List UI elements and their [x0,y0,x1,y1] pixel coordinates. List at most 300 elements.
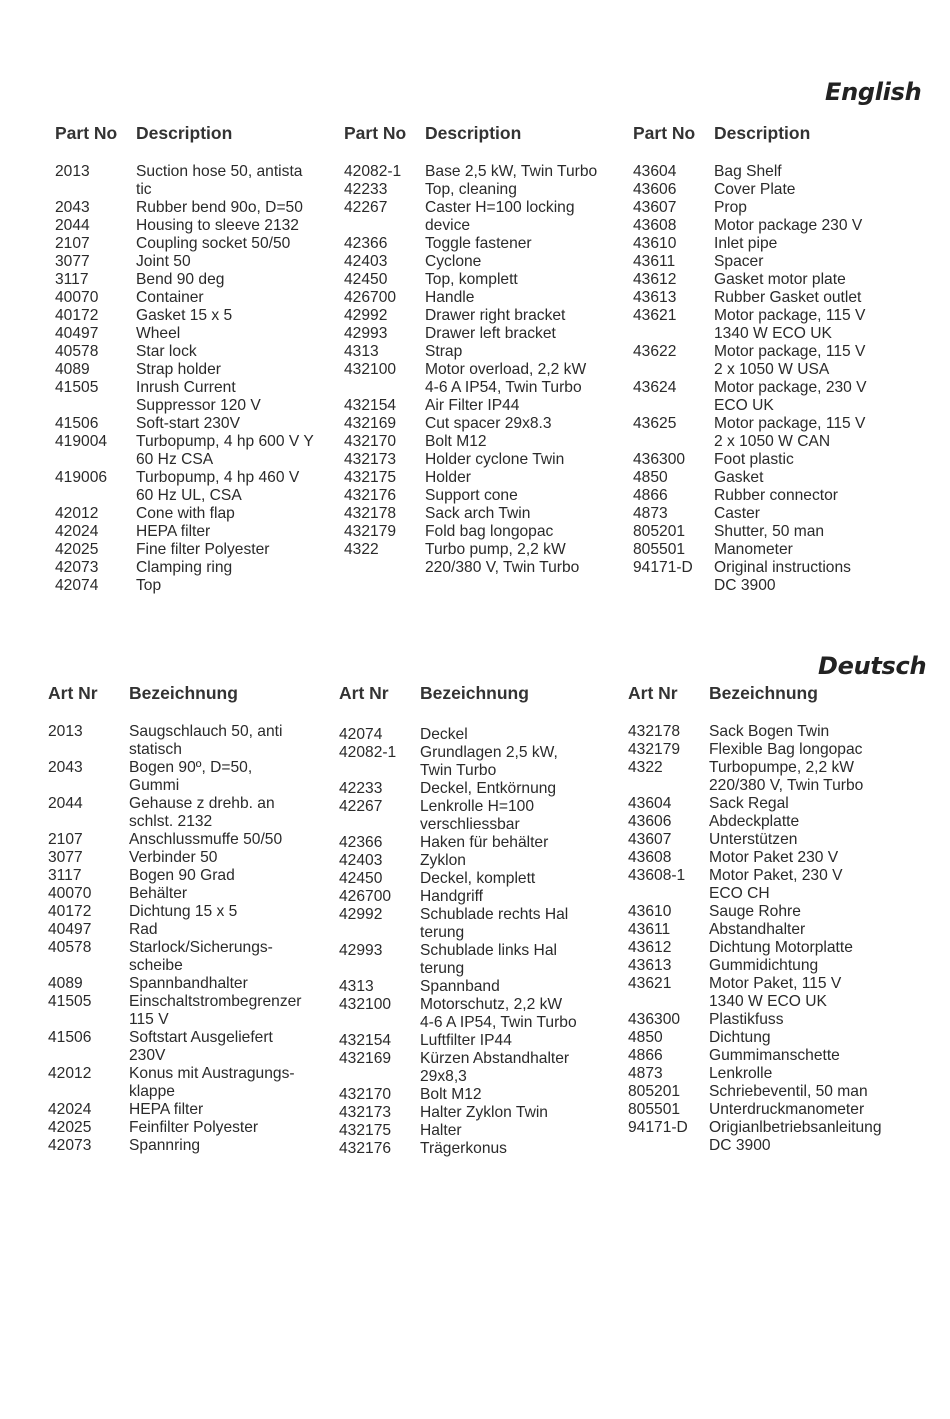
part-description: Drawer left bracket [425,325,556,342]
part-description: Fold bag longopac [425,523,554,540]
part-number: 42024 [48,1101,92,1118]
part-number: 432175 [344,469,397,486]
part-row [633,379,923,415]
part-row [628,759,918,795]
part-description: Motor package, 115 V 2 x 1050 W USA [714,343,866,378]
part-number: 432169 [344,415,397,432]
part-number: 2044 [55,217,90,234]
part-number: 43607 [628,831,672,848]
parts-list [339,726,629,1158]
part-description: Suction hose 50, antista tic [136,163,303,198]
part-row [344,343,634,361]
part-number: 432176 [339,1140,392,1157]
part-description: Manometer [714,541,793,558]
part-description: Soft-start 230V [136,415,241,432]
part-row [48,1065,338,1101]
part-description: Gasket [714,469,764,486]
part-row [339,888,629,906]
part-description: Saugschlauch 50, anti statisch [129,723,283,758]
part-number: 4089 [48,975,83,992]
part-number: 42074 [55,577,99,594]
part-row [339,1032,629,1050]
part-number: 2107 [55,235,90,252]
part-row [344,523,634,541]
part-row [344,163,634,181]
part-number: 432178 [344,505,397,522]
part-number: 43613 [628,957,672,974]
part-row [339,798,629,834]
part-description: Lenkrolle [709,1065,773,1082]
part-number: 3117 [48,867,82,884]
part-row [48,723,338,759]
part-number: 43613 [633,289,677,306]
part-row [633,253,923,271]
part-description: Anschlussmuffe 50/50 [129,831,283,848]
part-number: 432176 [344,487,397,504]
part-number: 2107 [48,831,83,848]
part-row [55,541,345,559]
part-row [344,271,634,289]
part-number: 4873 [633,505,668,522]
part-row [633,559,923,595]
part-row [339,1050,629,1086]
part-number: 432178 [628,723,681,740]
part-description: Schublade rechts Hal terung [420,906,569,941]
part-row [633,181,923,199]
part-description: Top, komplett [425,271,518,288]
part-description: Spacer [714,253,764,270]
part-number: 2013 [55,163,90,180]
part-row [48,903,338,921]
part-description: Abstandhalter [709,921,806,938]
part-row [344,487,634,505]
part-number: 419004 [55,433,108,450]
part-number: 2044 [48,795,83,812]
part-description: Wheel [136,325,181,342]
part-number: 43604 [628,795,672,812]
part-description: Behälter [129,885,188,902]
part-row [628,1047,918,1065]
part-row [628,813,918,831]
part-description: Gummidichtung [709,957,819,974]
column-header [55,123,345,163]
part-row [628,1029,918,1047]
part-description: Cut spacer 29x8.3 [425,415,552,432]
part-number: 4873 [628,1065,663,1082]
part-description: Spannbandhalter [129,975,248,992]
part-description: Spannring [129,1137,201,1154]
part-row [339,744,629,780]
part-row [55,361,345,379]
part-number: 42012 [55,505,99,522]
part-number: 426700 [339,888,392,905]
part-row [633,415,923,451]
part-row [48,849,338,867]
column-header [628,683,918,723]
parts-list [48,723,338,1155]
part-number: 432179 [628,741,681,758]
part-no-header: Part No [55,123,118,143]
description-header: Description [136,123,233,143]
part-row [55,325,345,343]
part-description: Strap holder [136,361,221,378]
description-header: Description [714,123,811,143]
part-description: Rad [129,921,158,938]
part-row [344,469,634,487]
part-description: Cover Plate [714,181,796,198]
part-row [628,831,918,849]
part-description: Flexible Bag longopac [709,741,863,758]
part-number: 42993 [339,942,383,959]
part-number: 42450 [339,870,383,887]
part-row [339,834,629,852]
deutsch-column-2 [339,683,629,1158]
part-number: 3077 [48,849,83,866]
part-description: Star lock [136,343,197,360]
part-row [48,939,338,975]
part-number: 42267 [339,798,383,815]
part-description: Starlock/Sicherungs- scheibe [129,939,273,974]
part-description: Turbopump, 4 hp 460 V 60 Hz UL, CSA [136,469,300,504]
part-description: Grundlagen 2,5 kW, Twin Turbo [420,744,558,779]
part-number: 432170 [344,433,397,450]
part-description: Motorschutz, 2,2 kW 4-6 A IP54, Twin Turbo [420,996,577,1031]
part-number: 42012 [48,1065,92,1082]
part-row [344,289,634,307]
part-description: Luftfilter IP44 [420,1032,512,1049]
part-description: HEPA filter [136,523,211,540]
part-number: 43610 [633,235,677,252]
english-column-1 [55,123,345,595]
part-description: Haken für behälter [420,834,549,851]
part-number: 2043 [55,199,90,216]
part-row [339,870,629,888]
part-description: Abdeckplatte [709,813,800,830]
part-row [339,1122,629,1140]
part-number: 43608 [633,217,677,234]
part-number: 2013 [48,723,83,740]
part-number: 4866 [628,1047,663,1064]
part-description: Shutter, 50 man [714,523,825,540]
column-header [344,123,634,163]
part-description: Bogen 90º, D=50, Gummi [129,759,253,794]
part-row [628,1083,918,1101]
section-title-english: English [825,78,922,106]
part-row [633,469,923,487]
part-row [628,1101,918,1119]
part-row [628,795,918,813]
part-description: Rubber bend 90o, D=50 [136,199,303,216]
part-number: 41505 [55,379,99,396]
part-number: 805501 [633,541,686,558]
part-number: 42992 [344,307,388,324]
part-row [633,163,923,181]
part-row [48,975,338,993]
part-description: Softstart Ausgeliefert 230V [129,1029,273,1064]
part-row [55,199,345,217]
part-row [55,379,345,415]
part-number: 41506 [55,415,99,432]
part-description: Einschaltstrombegrenzer 115 V [129,993,302,1028]
part-row [48,759,338,795]
part-description: Turbo pump, 2,2 kW 220/380 V, Twin Turbo [425,541,580,576]
part-row [633,523,923,541]
part-number: 805501 [628,1101,681,1118]
part-number: 42233 [339,780,383,797]
part-row [633,235,923,253]
part-description: Zyklon [420,852,466,869]
art-nr-header: Art Nr [48,683,98,703]
part-description: Bolt M12 [420,1086,482,1103]
part-row [628,921,918,939]
parts-list [633,163,923,595]
part-description: Turbopump, 4 hp 600 V Y 60 Hz CSA [136,433,314,468]
part-description: Drawer right bracket [425,307,566,324]
part-description: Cone with flap [136,505,235,522]
part-description: Sack arch Twin [425,505,531,522]
parts-list [628,723,918,1155]
part-row [633,541,923,559]
column-header [633,123,923,163]
part-number: 4866 [633,487,668,504]
part-number: 40070 [55,289,99,306]
part-number: 40497 [48,921,92,938]
part-row [48,1029,338,1065]
part-number: 40172 [48,903,92,920]
column-header [339,683,629,723]
part-row [633,199,923,217]
part-row [55,289,345,307]
part-description: Bolt M12 [425,433,487,450]
part-number: 432173 [344,451,397,468]
part-description: Inlet pipe [714,235,778,252]
part-number: 2043 [48,759,83,776]
part-description: Halter [420,1122,462,1139]
part-row [339,852,629,870]
part-row [48,993,338,1029]
part-description: Inrush Current Suppressor 120 V [136,379,261,414]
part-description: Dichtung [709,1029,771,1046]
part-number: 432169 [339,1050,392,1067]
part-number: 94171-D [628,1119,688,1136]
part-row [628,975,918,1011]
part-description: Container [136,289,204,306]
part-description: Foot plastic [714,451,794,468]
part-number: 432154 [344,397,397,414]
part-row [633,271,923,289]
part-row [48,885,338,903]
part-number: 432100 [339,996,392,1013]
english-column-3 [633,123,923,595]
part-row [55,577,345,595]
part-description: Spannband [420,978,500,995]
part-number: 432179 [344,523,397,540]
part-row [55,415,345,433]
part-number: 43611 [633,253,676,270]
part-number: 42082-1 [339,744,397,761]
parts-list [55,163,345,595]
part-description: Strap [425,343,463,360]
part-number: 42082-1 [344,163,402,180]
part-description: Verbinder 50 [129,849,218,866]
part-number: 40497 [55,325,99,342]
part-row [633,505,923,523]
part-description: Plastikfuss [709,1011,784,1028]
bezeichnung-header: Bezeichnung [709,683,818,703]
part-number: 42403 [344,253,388,270]
part-number: 436300 [633,451,686,468]
part-number: 42403 [339,852,383,869]
part-row [633,487,923,505]
part-no-header: Part No [633,123,696,143]
part-number: 4313 [339,978,374,995]
part-number: 42233 [344,181,388,198]
part-description: Base 2,5 kW, Twin Turbo [425,163,598,180]
parts-list [344,163,634,577]
part-description: Housing to sleeve 2132 [136,217,299,234]
part-description: Gehause z drehb. an schlst. 2132 [129,795,275,830]
part-number: 4322 [344,541,379,558]
part-row [628,903,918,921]
part-description: Motor package, 230 V ECO UK [714,379,867,414]
part-row [628,741,918,759]
part-description: Deckel [420,726,468,743]
part-row [344,397,634,415]
part-row [55,271,345,289]
part-row [339,942,629,978]
part-number: 43621 [633,307,677,324]
part-description: Motor package 230 V [714,217,863,234]
part-row [48,1119,338,1137]
part-number: 43625 [633,415,677,432]
part-number: 42024 [55,523,99,540]
part-description: Fine filter Polyester [136,541,270,558]
art-nr-header: Art Nr [628,683,678,703]
part-row [344,253,634,271]
part-row [55,343,345,361]
art-nr-header: Art Nr [339,683,389,703]
part-number: 42366 [339,834,383,851]
part-number: 40172 [55,307,99,324]
part-row [633,217,923,235]
part-row [339,1104,629,1122]
part-description: Joint 50 [136,253,191,270]
part-number: 94171-D [633,559,693,576]
part-number: 43612 [633,271,677,288]
part-description: Schublade links Hal terung [420,942,557,977]
part-number: 43606 [633,181,677,198]
part-description: Handle [425,289,475,306]
part-number: 40578 [55,343,99,360]
part-row [633,451,923,469]
part-number: 4850 [633,469,668,486]
part-description: Cyclone [425,253,482,270]
part-description: Toggle fastener [425,235,532,252]
part-number: 42073 [55,559,99,576]
part-row [48,921,338,939]
part-number: 3117 [55,271,89,288]
part-row [55,523,345,541]
part-description: Holder [425,469,471,486]
part-row [339,726,629,744]
part-description: Deckel, Entkörnung [420,780,557,797]
part-row [48,1101,338,1119]
part-description: Caster [714,505,760,522]
part-number: 43622 [633,343,677,360]
part-description: Sauge Rohre [709,903,801,920]
part-number: 426700 [344,289,397,306]
part-description: Top, cleaning [425,181,517,198]
part-row [339,906,629,942]
part-number: 436300 [628,1011,681,1028]
part-description: Kürzen Abstandhalter 29x8,3 [420,1050,570,1085]
part-number: 43608-1 [628,867,686,884]
part-row [339,1086,629,1104]
part-description: Motor package, 115 V 1340 W ECO UK [714,307,866,342]
part-description: Support cone [425,487,518,504]
part-row [344,235,634,253]
part-description: Bag Shelf [714,163,782,180]
part-number: 41506 [48,1029,92,1046]
part-row [339,996,629,1032]
part-number: 432154 [339,1032,392,1049]
part-row [344,307,634,325]
part-number: 43607 [633,199,677,216]
part-row [628,849,918,867]
part-row [344,505,634,523]
part-row [344,541,634,577]
part-row [339,780,629,798]
part-number: 432170 [339,1086,392,1103]
part-description: Bend 90 deg [136,271,225,288]
part-row [55,235,345,253]
part-description: Deckel, komplett [420,870,536,887]
part-description: Rubber connector [714,487,838,504]
part-row [55,253,345,271]
part-number: 4322 [628,759,663,776]
part-description: Dichtung 15 x 5 [129,903,238,920]
part-number: 42450 [344,271,388,288]
part-description: Prop [714,199,747,216]
part-number: 4313 [344,343,379,360]
part-row [633,343,923,379]
part-description: Halter Zyklon Twin [420,1104,548,1121]
part-row [344,325,634,343]
part-description: Lenkrolle H=100 verschliessbar [420,798,534,833]
part-description: Unterdruckmanometer [709,1101,865,1118]
part-description: Caster H=100 locking device [425,199,575,234]
part-number: 43624 [633,379,677,396]
part-number: 4850 [628,1029,663,1046]
part-row [55,559,345,577]
part-number: 432173 [339,1104,392,1121]
part-description: HEPA filter [129,1101,204,1118]
part-number: 43621 [628,975,672,992]
bezeichnung-header: Bezeichnung [129,683,238,703]
deutsch-column-3 [628,683,918,1155]
part-description: Motor Paket 230 V [709,849,839,866]
part-number: 432175 [339,1122,392,1139]
english-column-2 [344,123,634,577]
part-row [339,1140,629,1158]
part-number: 43604 [633,163,677,180]
part-description: Sack Regal [709,795,789,812]
part-description: Konus mit Austragungs- klappe [129,1065,295,1100]
part-description: Clamping ring [136,559,233,576]
part-number: 42074 [339,726,383,743]
part-row [48,831,338,849]
part-number: 42025 [55,541,99,558]
